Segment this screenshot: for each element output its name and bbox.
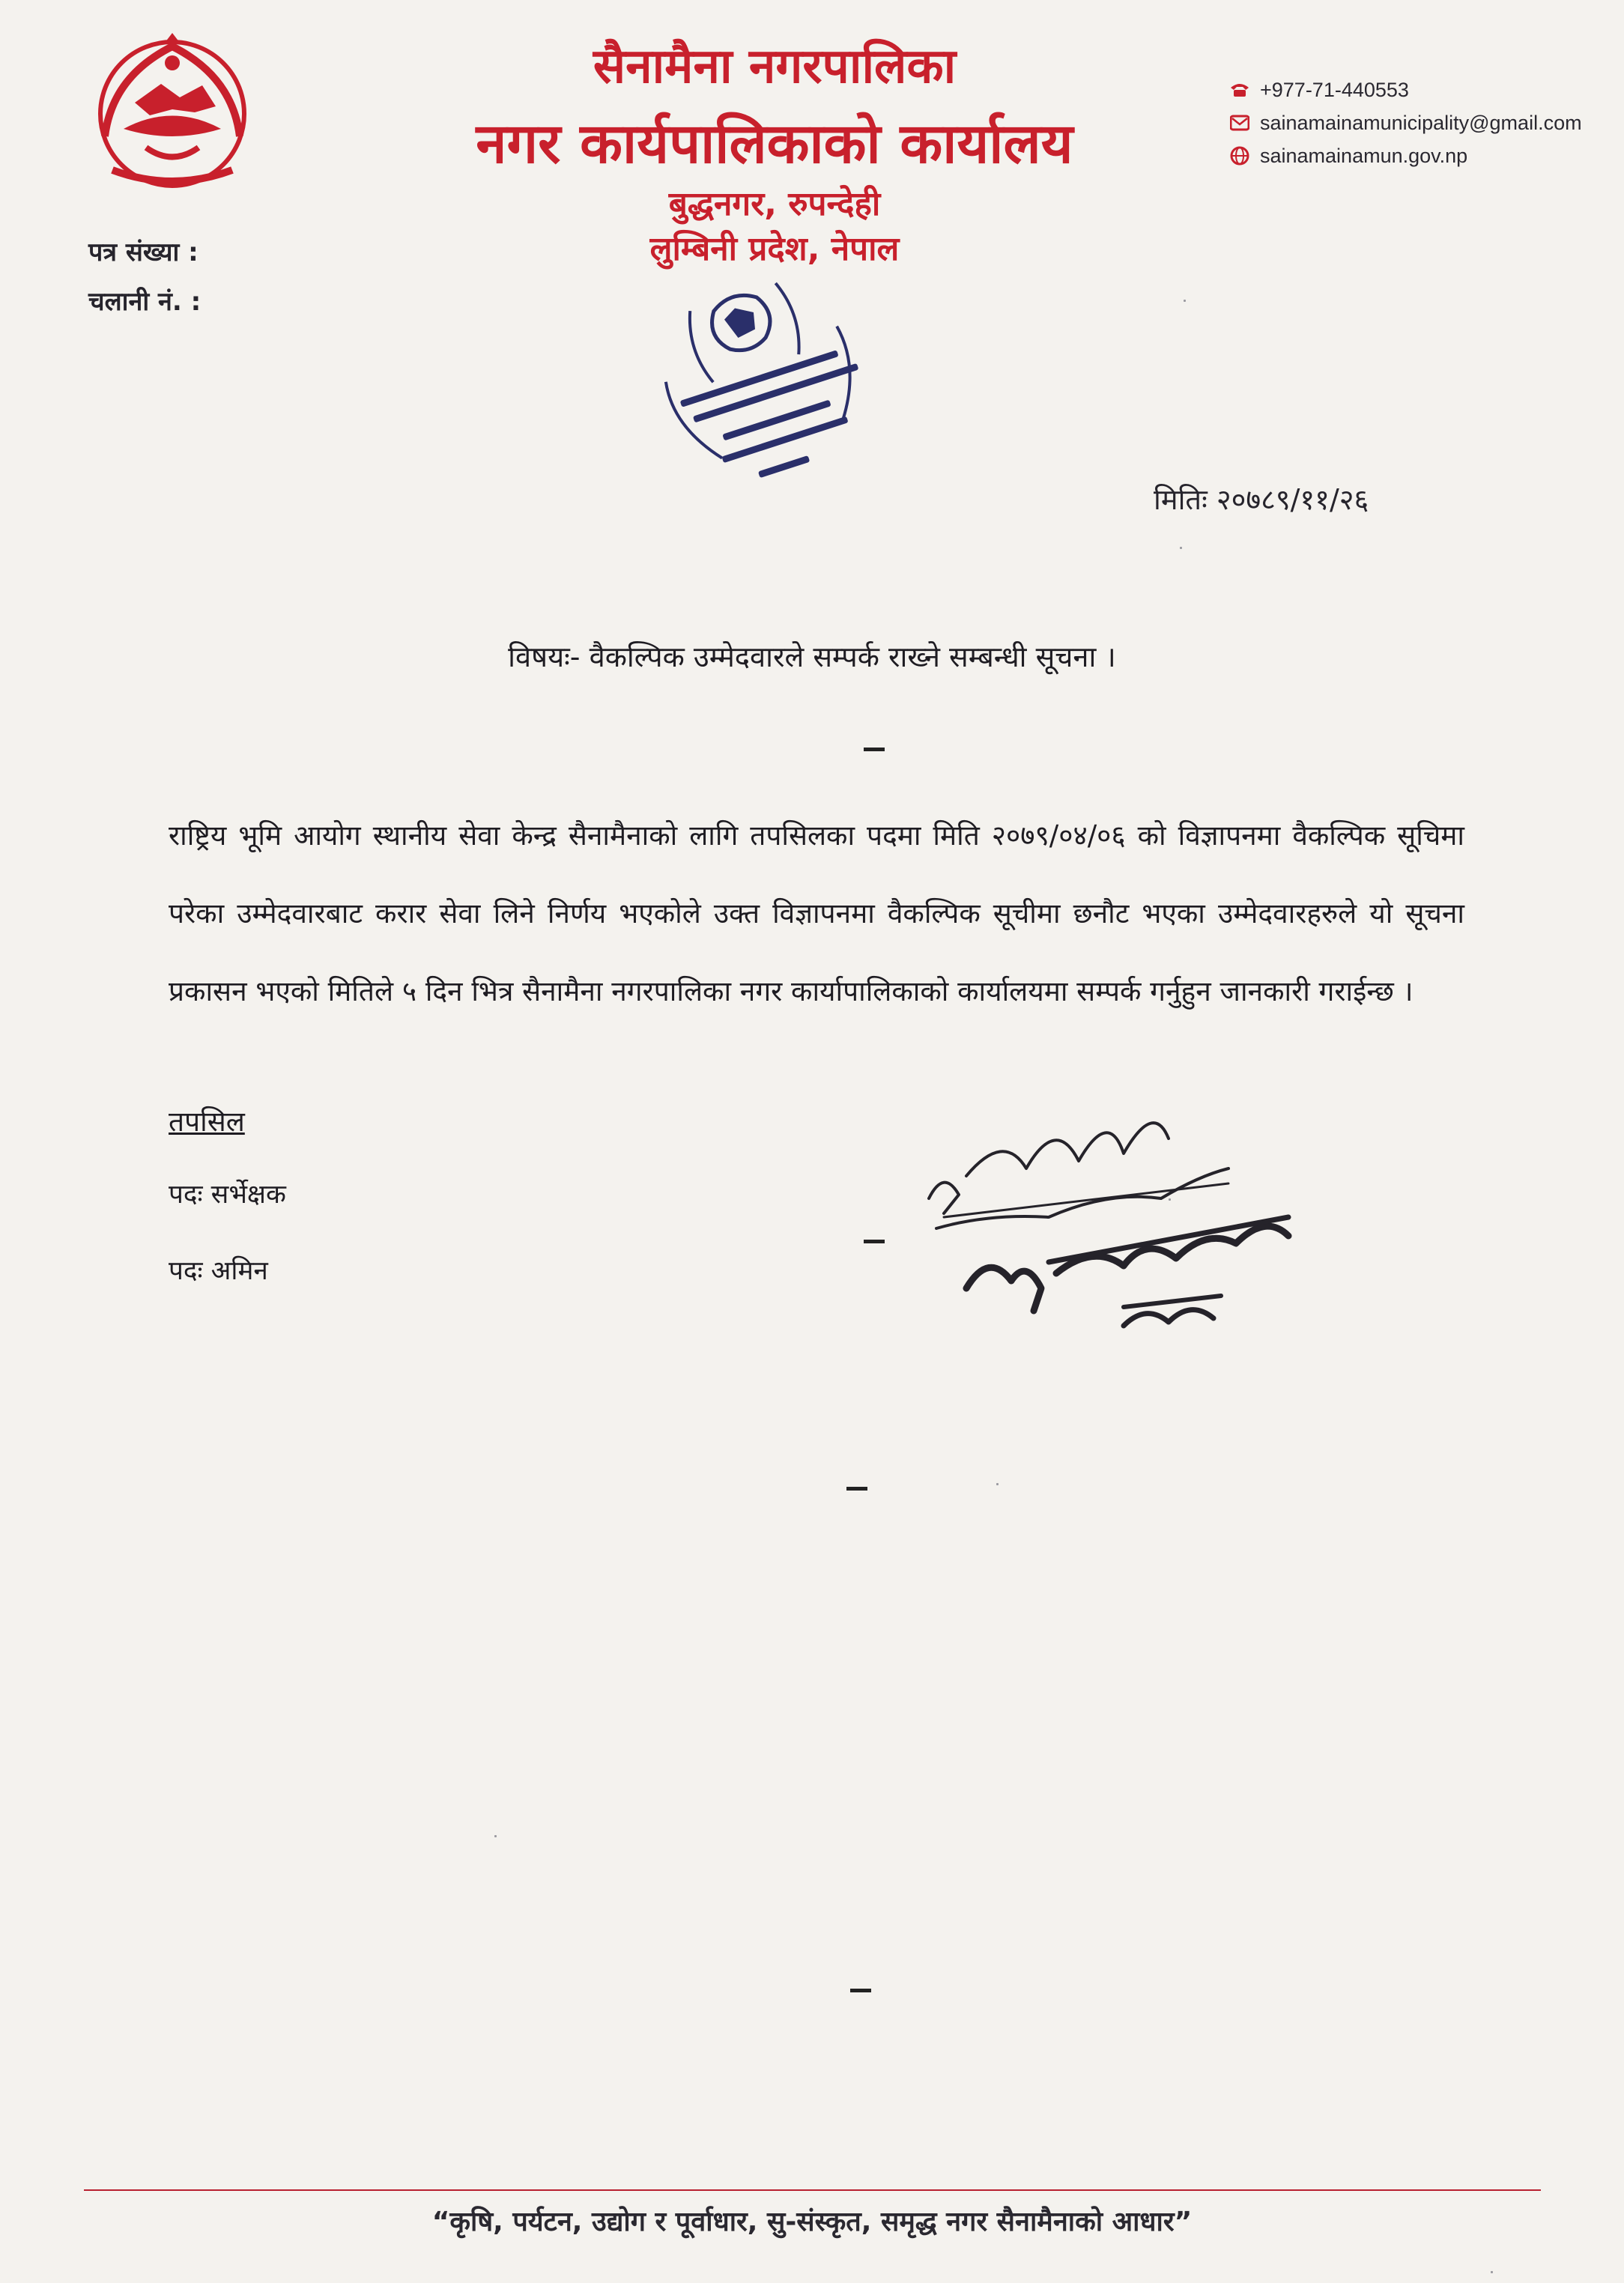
office-title: नगर कार्यपालिकाको कार्यालय xyxy=(476,112,1073,176)
phone-icon xyxy=(1228,79,1251,101)
separator-mark xyxy=(864,748,885,751)
municipality-title: सैनामैना नगरपालिका xyxy=(593,39,957,94)
globe-icon xyxy=(1228,145,1251,167)
notice-body-paragraph: राष्ट्रिय भूमि आयोग स्थानीय सेवा केन्द्र सैनामैनाको लागि तपसिलका पदमा मिति २०७९/०४/०६ को विज्ञापनमा वैकल्पिक सूचिमा परेका उम्मेदवारबाट करार सेवा लिने निर्णय भएकोले उक्त विज्ञापनमा वैकल्पिक सूचीमा छनौट भएका उम्मेदवारहरुले यो सूचना प्रकासन भएको मितिले ५ दिन भित्र सैनामैना नगरपालिका नगर कार्यापालिकाको कार्यालयमा सम्पर्क गर्नुहुन जानकारी गराईन्छ । xyxy=(169,819,1464,1007)
scan-mark xyxy=(864,1240,885,1243)
footer-divider xyxy=(84,2189,1541,2191)
office-seal-stamp xyxy=(629,270,899,517)
post-item-surveyor: पदः सर्भेक्षक xyxy=(169,1180,286,1210)
scan-speck xyxy=(1491,2271,1493,2273)
post-item-amin: पदः अमिन xyxy=(169,1256,268,1286)
schedule-heading: तपसिल xyxy=(169,1106,245,1138)
handwritten-signature xyxy=(899,1086,1318,1356)
scan-mark xyxy=(846,1487,867,1491)
phone-row xyxy=(1228,73,1582,106)
scan-speck xyxy=(996,1483,999,1485)
phone-number[interactable]: +977-71-440553 xyxy=(1260,78,1409,101)
address-line-2: लुम्बिनी प्रदेश, नेपाल xyxy=(649,230,900,268)
scan-speck xyxy=(1184,300,1186,302)
letter-date: मितिः २०७८९/११/२६ xyxy=(1154,483,1369,516)
scan-mark xyxy=(850,1989,871,1992)
mail-icon xyxy=(1228,112,1251,134)
letter-number-label: पत्र संख्या : xyxy=(88,237,199,267)
email-address[interactable]: sainamainamunicipality@gmail.com xyxy=(1260,111,1582,134)
website-row xyxy=(1228,139,1582,172)
scan-speck xyxy=(1180,547,1182,549)
scan-speck xyxy=(494,1835,497,1837)
scan-speck xyxy=(1169,1198,1171,1201)
dispatch-number-label: चलानी नं. : xyxy=(88,287,202,317)
website-url[interactable]: sainamainamun.gov.np xyxy=(1260,144,1468,167)
email-row xyxy=(1228,106,1582,139)
address-line-1: बुद्धनगर, रुपन्देही xyxy=(668,185,881,223)
subject-line: विषयः- वैकल्पिक उम्मेदवारले सम्पर्क राख्ने सम्बन्धी सूचना । xyxy=(508,640,1116,673)
footer-motto: “कृषि, पर्यटन, उद्योग र पूर्वाधार, सु-संस्कृत, समृद्ध नगर सैनामैनाको आधार” xyxy=(431,2207,1193,2237)
contact-block xyxy=(1228,73,1582,172)
